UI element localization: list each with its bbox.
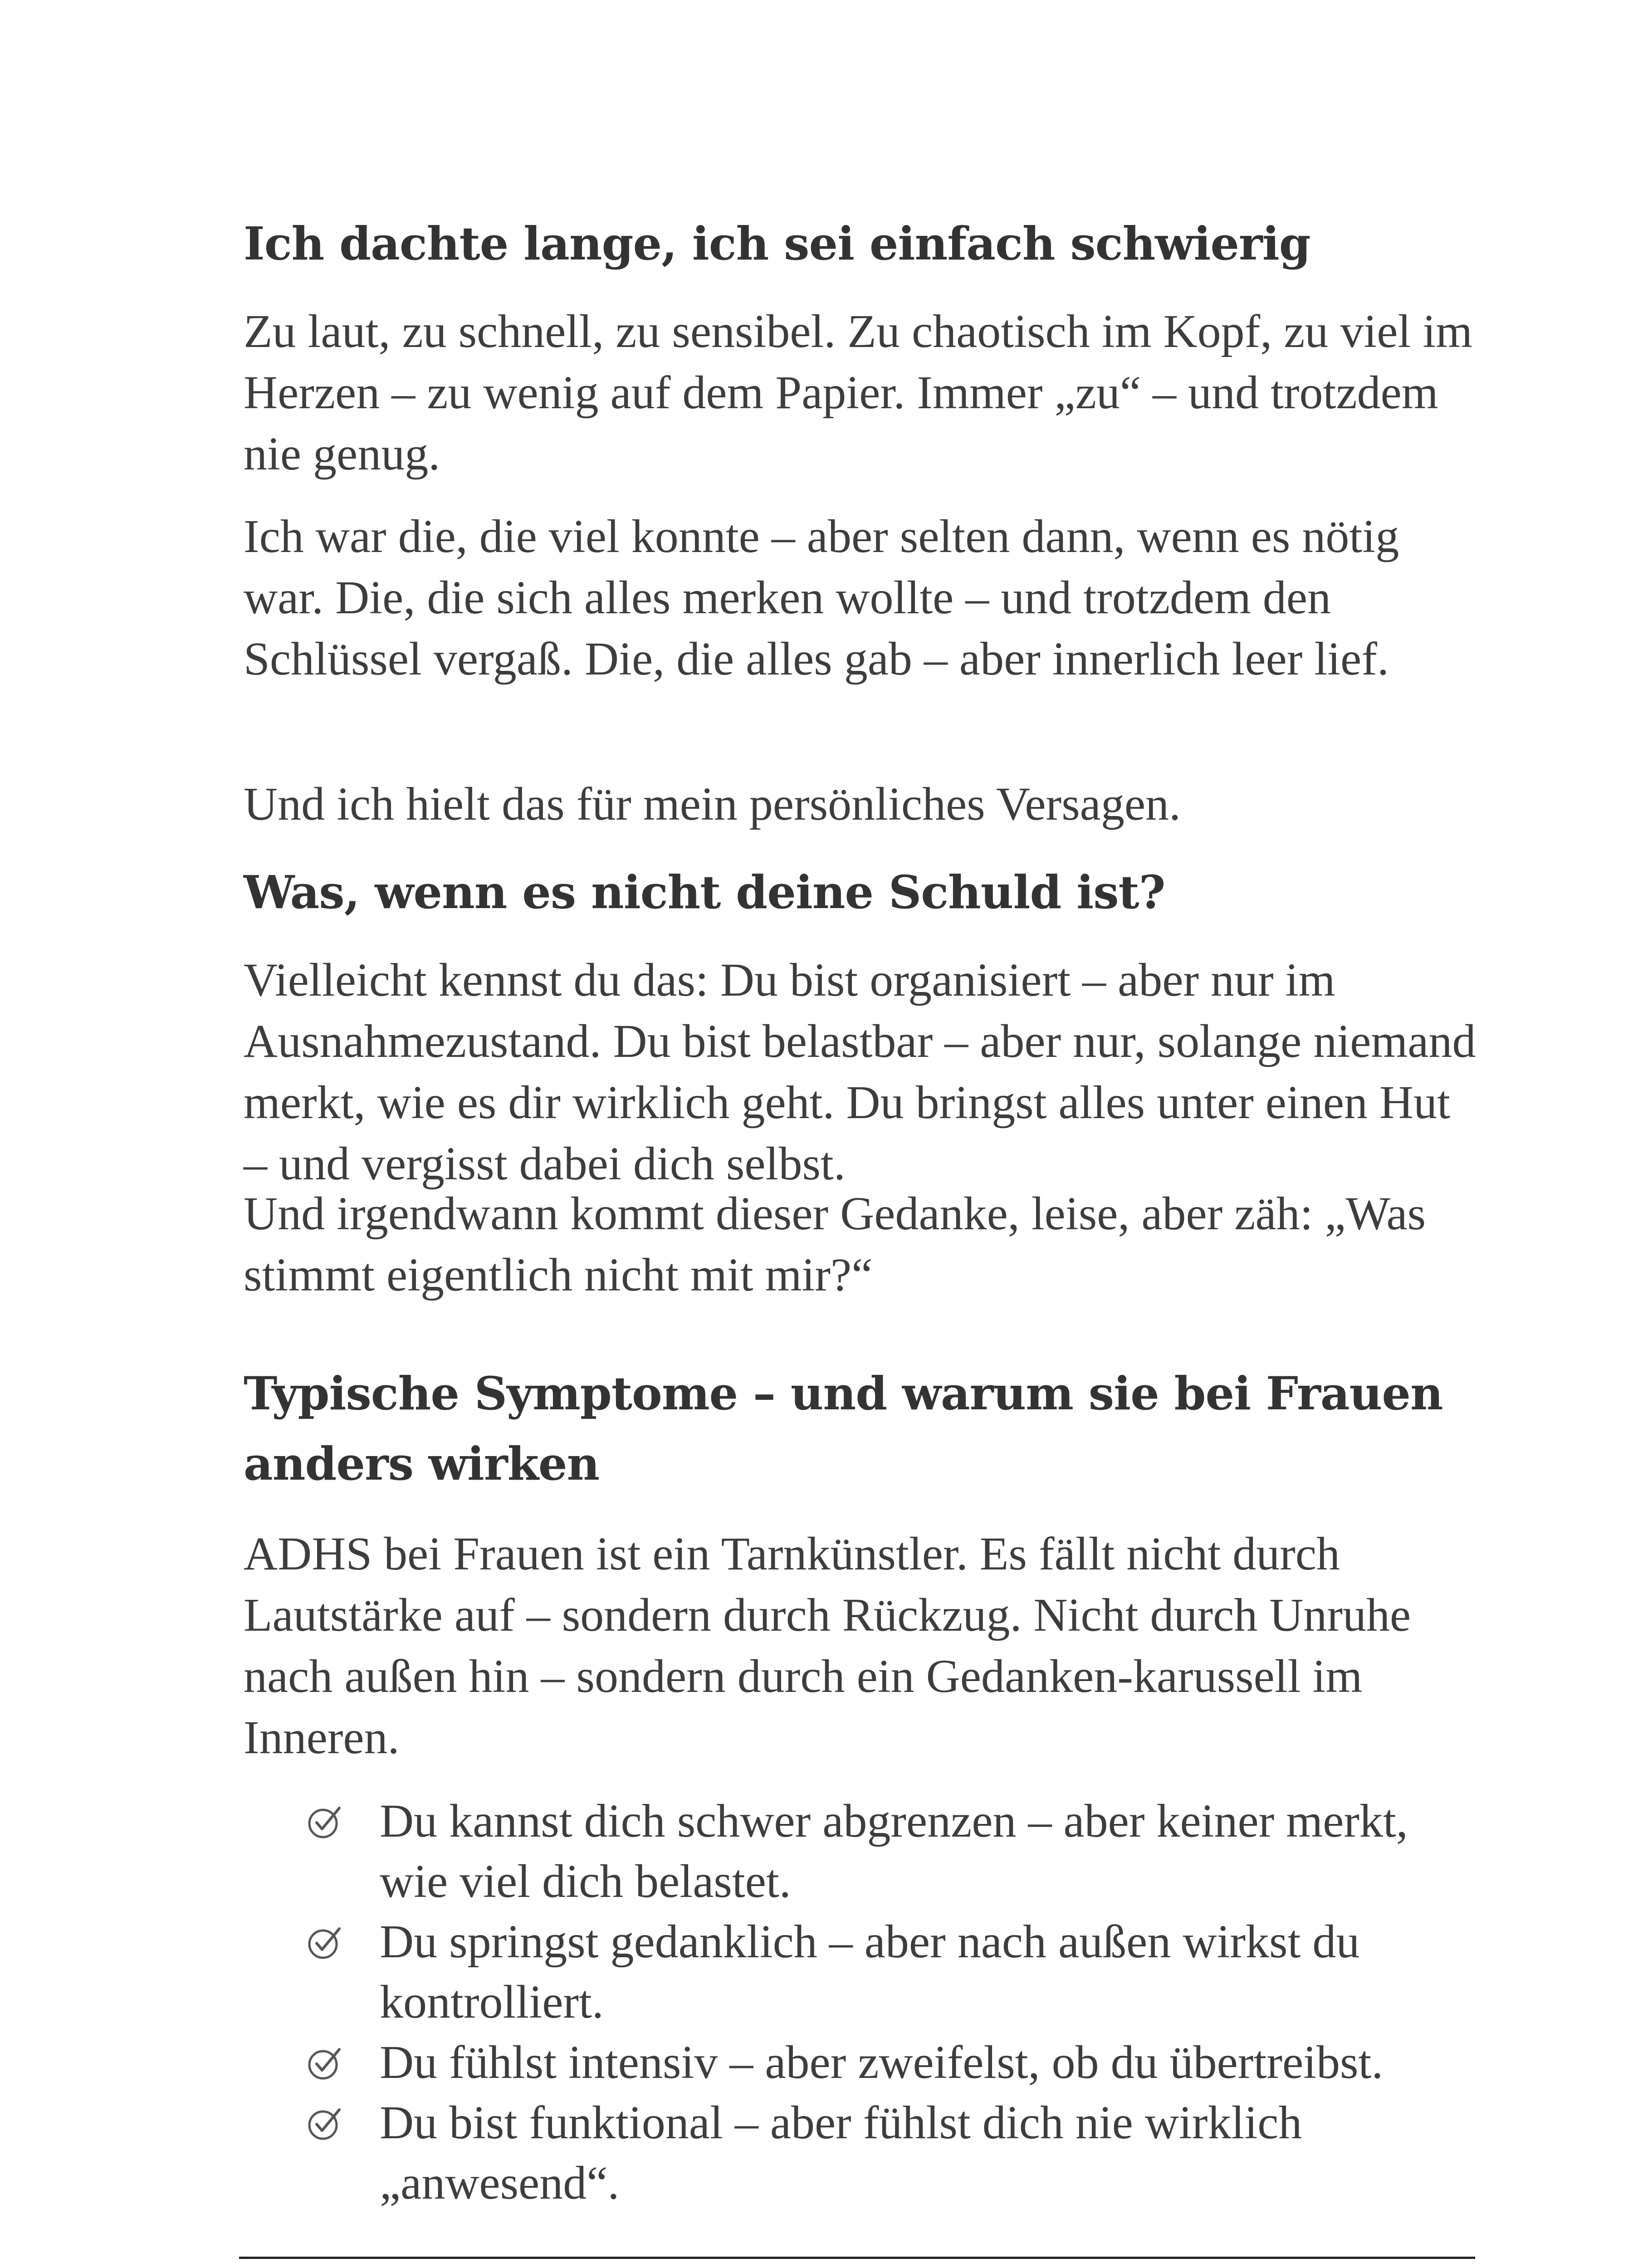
section-heading-symptome: Typische Symptome – und warum sie bei Frauen anders wirken xyxy=(244,1367,1443,1491)
paragraph: Ich war die, die viel konnte – aber selten dann, wenn es nötig war. Die, die sich alles merken wollte – und trotzdem den Schlüssel vergaß. Die, die alles gab – aber innerlich leer lief. xyxy=(244,510,1399,685)
symptom-checklist xyxy=(244,1791,1477,2213)
paragraph: Und irgendwann kommt dieser Gedanke, leise, aber zäh: „Was stimmt eigentlich nicht mit mir?“ xyxy=(244,1188,1426,1301)
paragraph: Und ich hielt das für mein persönliches Versagen. xyxy=(244,778,1181,830)
check-circle-icon xyxy=(305,2103,346,2144)
check-circle-icon xyxy=(305,1922,346,1963)
checklist-item xyxy=(244,2092,1477,2213)
paragraph: ADHS bei Frauen ist ein Tarnkünstler. Es fällt nicht durch Lautstärke auf – sondern durch Rückzug. Nicht durch Unruhe nach außen hin – sondern durch ein Gedanken-karussell im Inneren. xyxy=(244,1528,1411,1764)
paragraph: Zu laut, zu schnell, zu sensibel. Zu chaotisch im Kopf, zu viel im Herzen – zu wenig auf dem Papier. Immer „zu“ – und trotzdem nie genug. xyxy=(244,305,1473,480)
checklist-item xyxy=(244,1911,1477,2032)
checklist-item-text: Du springst gedanklich – aber nach außen wirkst du kontrolliert. xyxy=(380,1916,1360,2028)
checklist-item-text: Du fühlst intensiv – aber zweifelst, ob du übertreibst. xyxy=(380,2036,1384,2088)
section-heading-schuld: Was, wenn es nicht deine Schuld ist? xyxy=(244,865,1165,919)
checklist-item xyxy=(244,2032,1477,2092)
check-circle-icon xyxy=(305,2043,346,2084)
footer-divider xyxy=(239,2257,1475,2259)
section-heading-schwierig: Ich dachte lange, ich sei einfach schwierig xyxy=(244,217,1310,270)
checklist-item-text: Du kannst dich schwer abgrenzen – aber keiner merkt, wie viel dich belastet. xyxy=(380,1795,1408,1907)
check-circle-icon xyxy=(305,1802,346,1843)
checklist-item xyxy=(244,1791,1477,1911)
checklist-item-text: Du bist funktional – aber fühlst dich nie wirklich „anwesend“. xyxy=(380,2097,1302,2209)
paragraph: Vielleicht kennst du das: Du bist organisiert – aber nur im Ausnahmezustand. Du bist belastbar – aber nur, solange niemand merkt, wie es dir wirklich geht. Du bringst alles unter einen Hut – und vergisst dabei dich selbst. xyxy=(244,954,1476,1190)
